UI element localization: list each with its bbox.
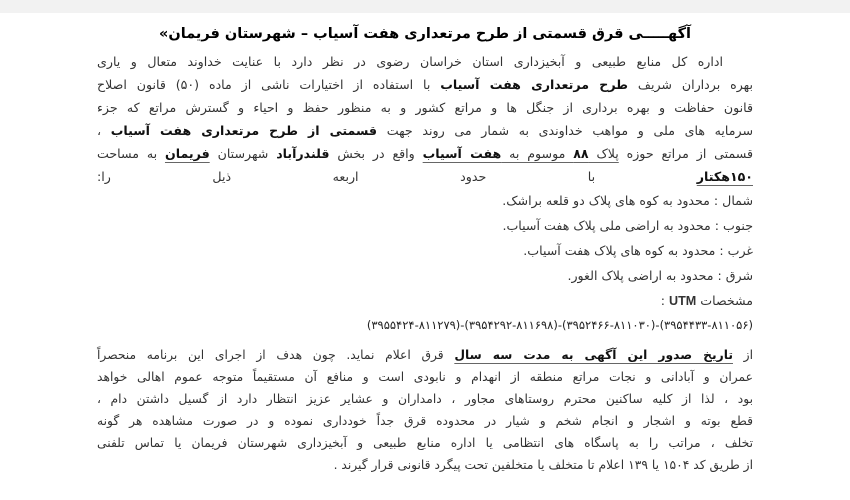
closing-line [97,388,753,410]
intro-line [97,96,753,119]
intro-line [97,142,753,165]
emphasized-text: تاریخ صدور این آگهی به مدت سه سال [454,348,733,362]
utm-coordinates: (۳۹۵۵۴۲۴-۸۱۱۲۷۹)-(۳۹۵۴۲۹۲-۸۱۱۶۹۸)-(۳۹۵۲۴۶۶-۸۱۱۰۳۰)-(۳۹۵۴۴۳۳-۸۱۱۰۵۶) [366,318,753,332]
text-run: با استفاده از اختیارات ناشی از ماده (۵۰) قانون اصلاح [97,77,441,92]
boundary-south: جنوب : محدود به اراضی ملی پلاک هفت آسیاب. [502,218,753,233]
closing-line [97,344,753,366]
document-title: آگهـــــی قرق قسمتی از طرح مرتعداری هفت آسیاب – شهرستان فریمان» [159,26,691,42]
text-run: قانون حفاظت و بهره برداری از جنگل ها و مراتع کشور و به منظور حفظ و احیاء و گسترش مراتع که جزء [97,100,753,115]
emphasized-text: قلندرآباد [276,146,330,161]
emphasized-text: قسمتی از طرح مرتعداری هفت آسیاب [110,123,378,138]
utm-label: مشخصات UTM : [660,293,753,308]
intro-paragraph [97,50,753,188]
closing-line [97,410,753,432]
emphasized-text: فریمان [164,146,210,161]
text-run: با حدود اربعه ذیل را: [97,169,697,184]
text-run: به مساحت [97,146,165,161]
text-run: واقع در بخش [329,146,423,161]
intro-line [97,119,753,142]
text-run: اداره کل منابع طبیعی و آبخیزداری استان خراسان رضوی در نظر دارد با عنایت خداوند متعال و یاری [97,54,723,69]
closing-line [97,366,753,388]
boundary-west: غرب : محدود به کوه های پلاک هفت آسیاب. [523,243,753,258]
text-run: از [732,348,754,362]
text-run: بود ، لذا از کلیه ساکنین محترم روستاهای مجاور ، دامداران و عشایر عزیز انتظار دارد از گسیل داشتن دام ، [97,392,753,406]
text-run: پلاک [588,146,619,161]
emphasized-text: هفت آسیاب [422,146,502,161]
viewer-top-bar [0,0,850,13]
text-run: تخلف ، مراتب را به پاسگاه های انتظامی یا اداره منابع طبیعی و آبخیزداری شهرستان فریمان یا تماس تلفنی [97,436,753,450]
boundary-north: شمال : محدود به کوه های پلاک دو قلعه براشک. [502,193,753,208]
text-run: بهره برداران شریف [628,77,753,92]
text-run: شهرستان [209,146,277,161]
text-run: قسمتی از مراتع حوزه [618,146,754,161]
text-run: عمران و آبادانی و نجات مراتع منطقه از انهدام و نابودی است و منافع آن مستقیماً متوجه عموم اهالی خواهد [97,370,753,384]
closing-line [97,432,753,454]
emphasized-text: طرح مرتعداری هفت آسیاب [440,77,629,92]
boundary-east: شرق : محدود به اراضی پلاک الغور. [567,268,753,283]
text-run: سرمایه های ملی و مواهب خداوندی به شمار می روند جهت [377,123,754,138]
boundaries-list [97,188,753,313]
emphasized-text: ۱۵۰هکتار [696,169,753,184]
text-run: ، [97,123,111,138]
text-run: موسوم به [501,146,574,161]
text-run: قطع بوته و اشجار و انجام شخم و شیار در محدوده قرق جداً خودداری نموده و در صورت مشاهده هر گونه [97,414,753,428]
emphasized-text: ۸۸ [573,146,589,161]
intro-line [97,165,753,188]
intro-line [97,73,753,96]
intro-line [97,50,753,73]
text-run: قرق اعلام نماید. چون هدف از اجرای این برنامه منحصراً [97,348,455,362]
notice-document [97,22,753,476]
closing-paragraph [97,344,753,476]
text-run: از طریق کد ۱۵۰۴ یا ۱۳۹ اعلام تا متخلف یا متخلفین تحت پیگرد قانونی قرار گیرند . [333,458,753,472]
closing-line [97,454,753,476]
